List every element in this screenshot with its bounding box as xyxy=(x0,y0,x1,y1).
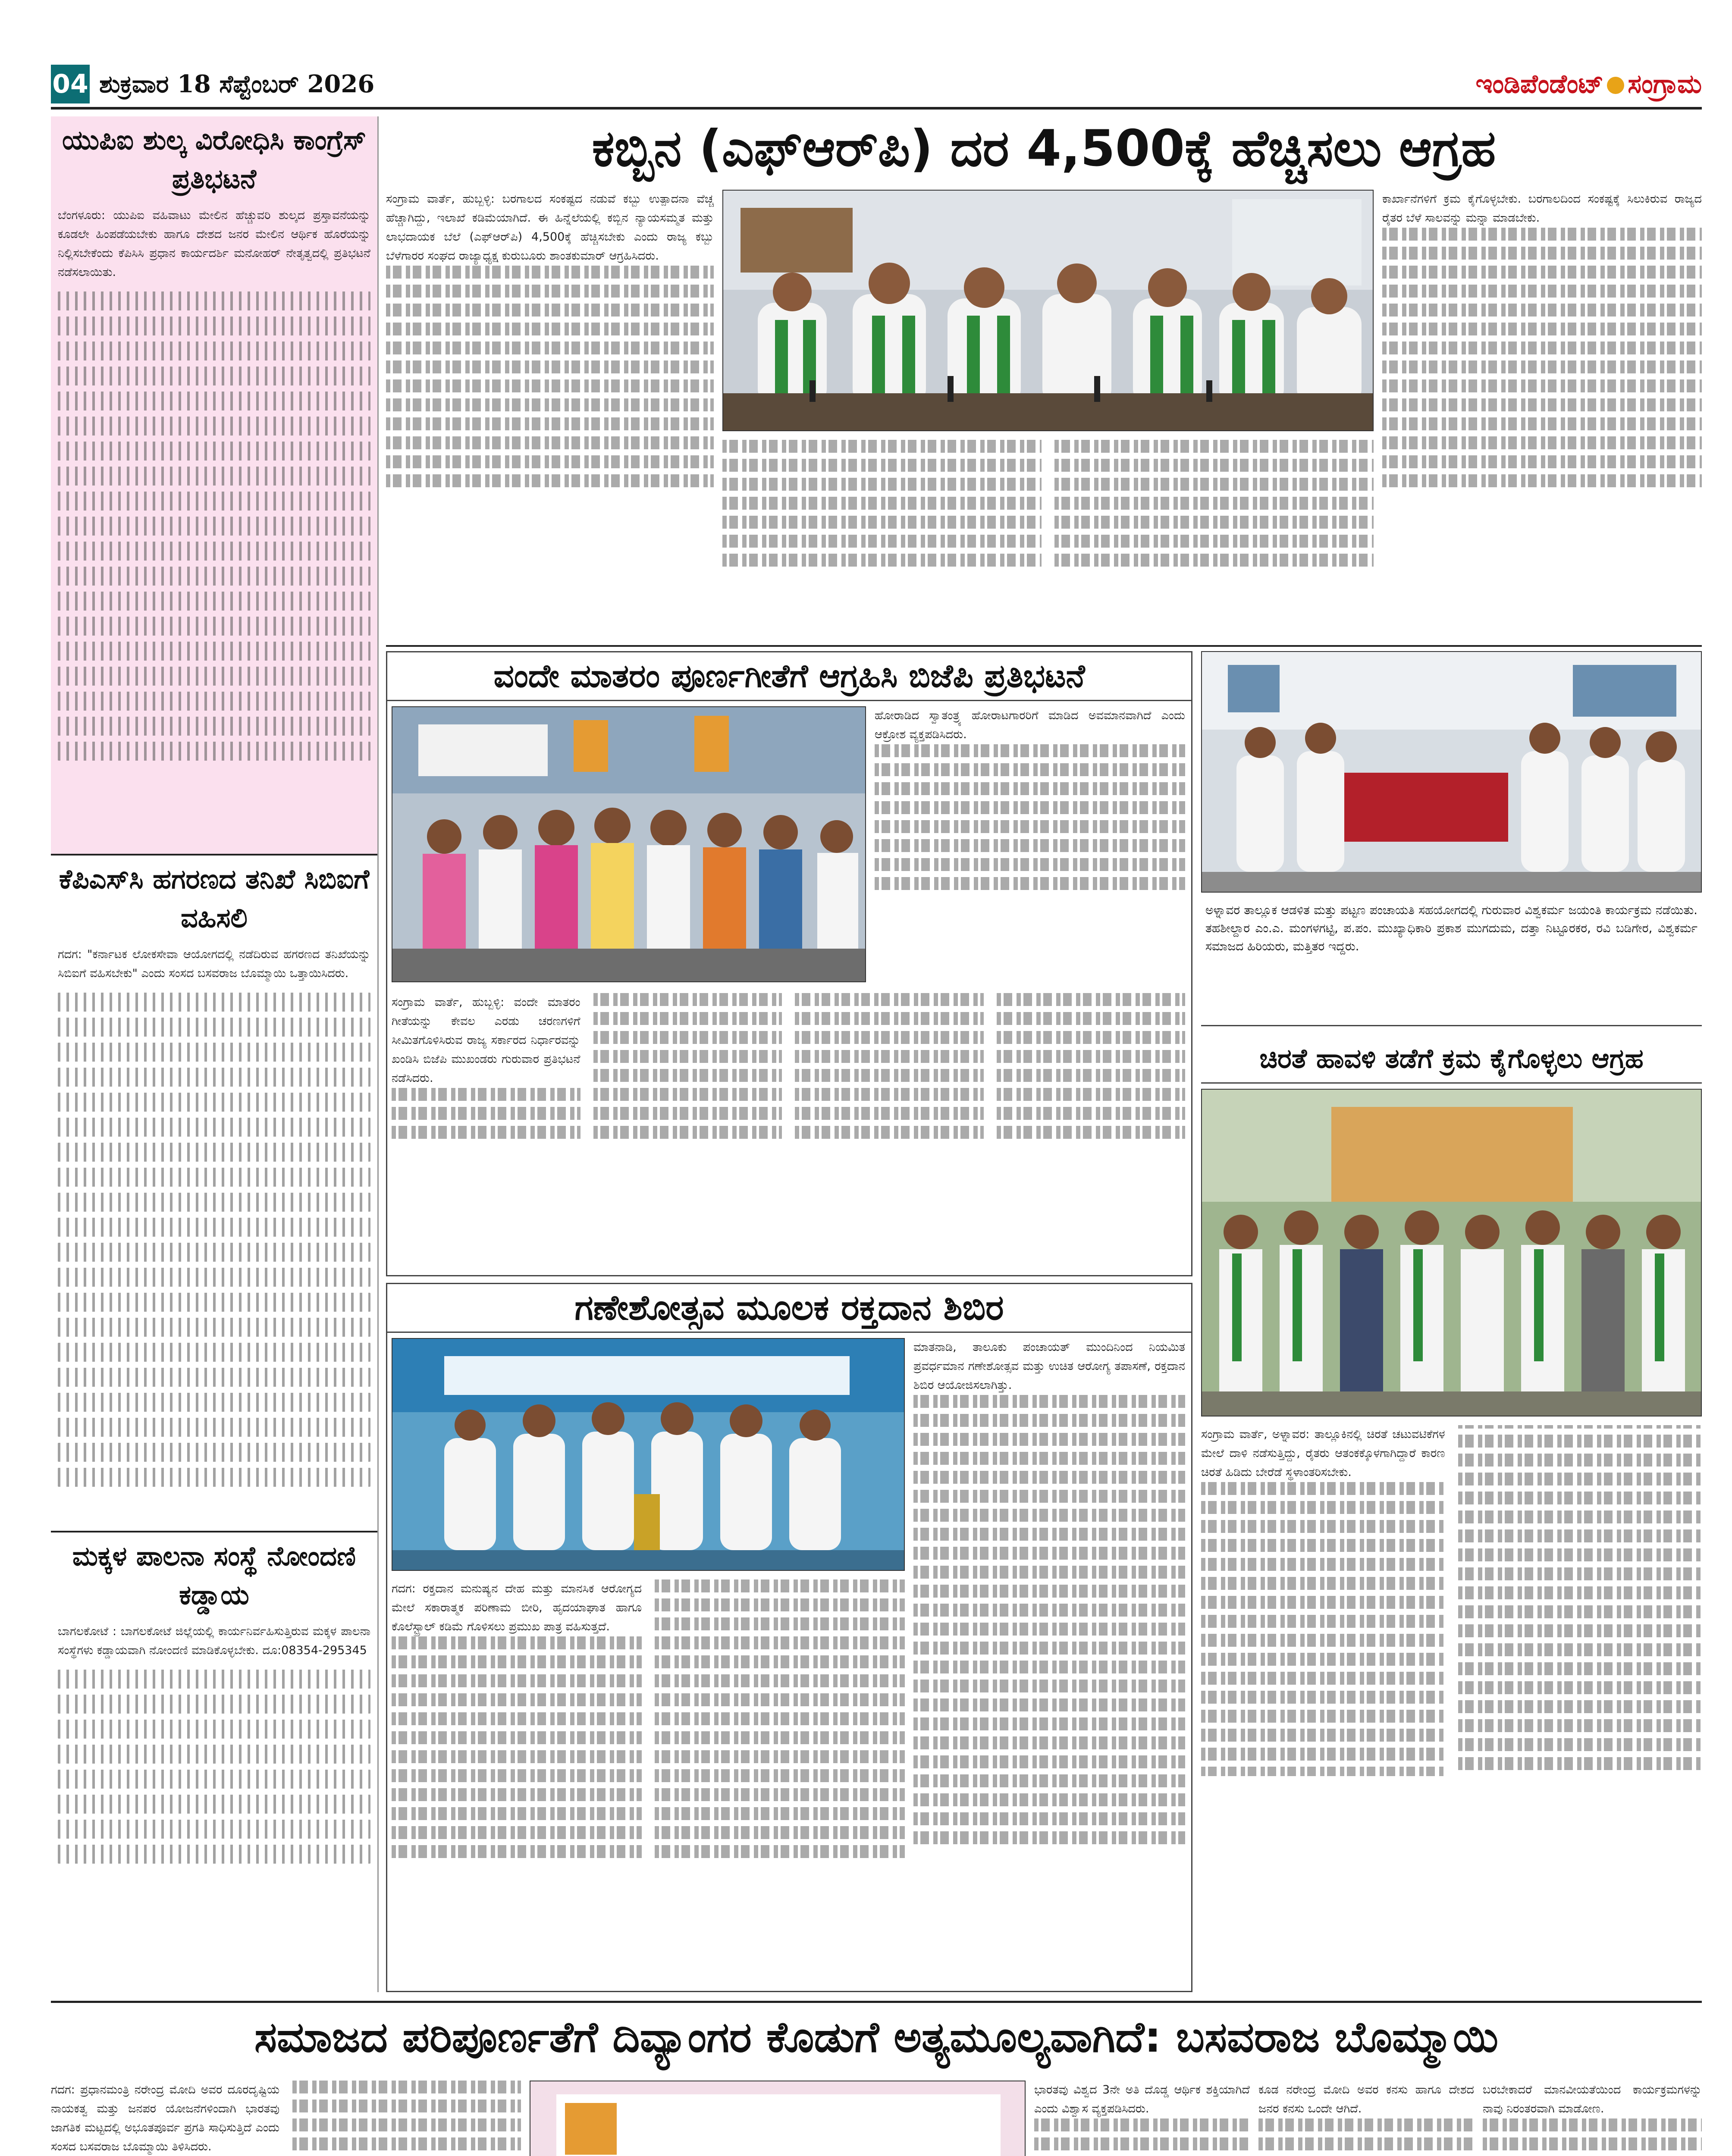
blood-camp-inauguration-photo xyxy=(392,1338,905,1571)
story-sugarcane-lead-text: ಸಂಗ್ರಾಮ ವಾರ್ತೆ, ಹುಬ್ಬಳ್ಳಿ: ಬರಗಾಲದ ಸಂಕಷ್ಟದ ನಡುವೆ ಕಬ್ಬು ಉತ್ಪಾದನಾ ವೆಚ್ಚ ಹೆಚ್ಚಾಗಿದ್ದು, ಇಲಾಖೆ ಕಡಿಮೆಯಾಗಿದೆ. ಈ ಹಿನ್ನೆಲೆಯಲ್ಲಿ ಕಬ್ಬಿನ ನ್ಯಾಯಸಮ್ಮತ ಮತ್ತು ಲಾಭದಾಯಕ ಬೆಲೆ (ಎಫ್‌ಆರ್‌ಪಿ) 4,500ಕ್ಕೆ ಹೆಚ್ಚಿಸಬೇಕು ಎಂದು ರಾಜ್ಯ ಕಬ್ಬು ಬೆಳೆಗಾರರ ಸಂಘದ ರಾಜ್ಯಾಧ್ಯಕ್ಷ ಕುರುಬೂರು ಶಾಂತಕುಮಾರ್ ಆಗ್ರಹಿಸಿದರು. xyxy=(386,192,714,263)
story-blood-headline: ಗಣೇಶೋತ್ಸವ ಮೂಲಕ ರಕ್ತದಾನ ಶಿಬಿರ xyxy=(387,1284,1191,1333)
farmers-memorandum-photo xyxy=(1201,1089,1702,1416)
story-upi-lead: ಬೆಂಗಳೂರು: ಯುಪಿಐ ವಹಿವಾಟು ಮೇಲಿನ ಹೆಚ್ಚುವರಿ ಶುಲ್ಕದ ಪ್ರಸ್ತಾವನೆಯನ್ನು ಕೂಡಲೇ ಹಿಂಪಡೆಯಬೇಕು ಹಾಗೂ ದೇಶದ ಜನರ ಮೇಲಿನ ಆರ್ಥಿಕ ಹೊರೆಯನ್ನು ನಿಲ್ಲಿಸಬೇಕೆಂದು ಕೆಪಿಸಿಸಿ ಪ್ರಧಾನ ಕಾರ್ಯದರ್ಶಿ ಮನೋಹರ್ ನೇತೃತ್ವದಲ್ಲಿ ಪ್ರತಿಭಟನೆ ನಡೆಸಲಾಯಿತು. xyxy=(58,209,370,279)
story-sugarcane-lead xyxy=(386,190,714,642)
story-vande-right-text: ಹೋರಾಡಿದ ಸ್ವಾತಂತ್ರ್ಯ ಹೋರಾಟಗಾರರಿಗೆ ಮಾಡಿದ ಅವಮಾನವಾಗಿದೆ ಎಂದು ಆಕ್ರೋಶ ವ್ಯಕ್ತಪಡಿಸಿದರು. xyxy=(875,709,1185,741)
date-line: ಶುಕ್ರವಾರ 18 ಸೆಪ್ಟೆಂಬರ್ 2026 xyxy=(99,70,375,98)
story-leopard xyxy=(1201,1035,1702,1992)
story-sugarcane xyxy=(386,116,1702,647)
left-column xyxy=(51,116,379,1992)
story-blood-right xyxy=(913,1338,1185,1985)
story-bommai-col6 xyxy=(1483,2081,1702,2156)
story-leopard-body xyxy=(1201,1425,1702,1986)
story-leopard-lead: ಸಂಗ್ರಾಮ ವಾರ್ತೆ, ಅಳ್ನಾವರ: ತಾಲ್ಲೂಕಿನಲ್ಲಿ ಚಿರತೆ ಚಟುವಟಿಕೆಗಳ ಮೇಲೆ ದಾಳಿ ನಡೆಸುತ್ತಿದ್ದು, ರೈತರು ಆತಂಕಕ್ಕೊಳಗಾಗಿದ್ದಾರೆ ಕಾರಣ ಚಿರತೆ ಹಿಡಿದು ಬೇರೆಡೆ ಸ್ಥಳಾಂತರಿಸಬೇಕು. xyxy=(1201,1428,1445,1479)
story-vande-body xyxy=(392,993,1185,1269)
page-number: 04 xyxy=(51,65,90,103)
story-upi xyxy=(51,116,377,854)
story-childcare-headline: ಮಕ್ಕಳ ಪಾಲನಾ ಸಂಸ್ಥೆ ನೋಂದಣಿ ಕಡ್ಡಾಯ xyxy=(72,1540,356,1611)
header-rule xyxy=(51,107,1702,110)
press-conference-photo xyxy=(722,190,1374,431)
story-blood-caption: ಗದಗ: ರಕ್ತದಾನ ಮನುಷ್ಯನ ದೇಹ ಮತ್ತು ಮಾನಸಿಕ ಆರೋಗ್ಯದ ಮೇಲೆ ಸಕಾರಾತ್ಮಕ ಪರಿಣಾಮ ಬೀರಿ, ಹೃದಯಾಘಾತ ಹಾಗೂ ಕೊಲೆಸ್ಟ್ರಾಲ್ ಕಡಿಮೆ ಗೊಳಿಸಲು ಪ್ರಮುಖ ಪಾತ್ರ ವಹಿಸುತ್ತದೆ. xyxy=(392,1582,642,1633)
story-sugarcane-right-text: ಕಾರ್ಖಾನೆಗಳಿಗೆ ಕ್ರಮ ಕೈಗೊಳ್ಳಬೇಕು. ಬರಗಾಲದಿಂದ ಸಂಕಷ್ಟಕ್ಕೆ ಸಿಲುಕಿರುವ ರಾಜ್ಯದ ರೈತರ ಬೆಳೆ ಸಾಲವನ್ನು ಮನ್ನಾ ಮಾಡಬೇಕು. xyxy=(1382,192,1702,225)
vishwakarma-photo xyxy=(1201,651,1702,893)
story-vande-lead: ಸಂಗ್ರಾಮ ವಾರ್ತೆ, ಹುಬ್ಬಳ್ಳಿ: ವಂದೇ ಮಾತರಂ ಗೀತೆಯನ್ನು ಕೇವಲ ಎರಡು ಚರಣಗಳಿಗೆ ಸೀಮಿತಗೊಳಿಸಿರುವ ರಾಜ್ಯ ಸರ್ಕಾರದ ನಿರ್ಧಾರವನ್ನು ಖಂಡಿಸಿ ಬಿಜೆಪಿ ಮುಖಂಡರು ಗುರುವಾರ ಪ್ರತಿಭಟನೆ ನಡೆಸಿದರು. xyxy=(392,996,580,1085)
masthead-left: ಇಂಡಿಪೆಂಡೆಂಟ್ xyxy=(1475,69,1604,99)
story-sugarcane-right xyxy=(1382,190,1702,642)
story-kpsc-headline: ಕೆಪಿಎಸ್‌ಸಿ ಹಗರಣದ ತನಿಖೆ ಸಿಬಿಐಗೆ ವಹಿಸಲಿ xyxy=(59,863,370,934)
story-bommai-col4 xyxy=(1034,2081,1250,2156)
bjp-protest-photo xyxy=(392,706,866,982)
story-childcare xyxy=(51,1531,377,1992)
story-bommai-col6-text: ಬರಬೇಕಾದರೆ ಮಾನವೀಯತೆಯಿಂದ ಕಾರ್ಯಕ್ರಮಗಳನ್ನು ನಾವು ನಿರಂತರವಾಗಿ ಮಾಡೋಣ. xyxy=(1483,2083,1702,2115)
story-upi-headline: ಯುಪಿಐ ಶುಲ್ಕ ವಿರೋಧಿಸಿ ಕಾಂಗ್ರೆಸ್ ಪ್ರತಿಭಟನೆ xyxy=(62,124,367,194)
story-vande-headline: ವಂದೇ ಮಾತರಂ ಪೂರ್ಣಗೀತೆಗೆ ಆಗ್ರಹಿಸಿ ಬಿಜೆಪಿ ಪ್ರತಿಭಟನೆ xyxy=(387,652,1191,701)
story-vande-mataram xyxy=(386,651,1192,1276)
divyanga-samman-photo xyxy=(530,2081,1026,2156)
story-childcare-lead: ಬಾಗಲಕೋಟೆ : ಬಾಗಲಕೋಟೆ ಜಿಲ್ಲೆಯಲ್ಲಿ ಕಾರ್ಯನಿರ್ವಹಿಸುತ್ತಿರುವ ಮಕ್ಕಳ ಪಾಲನಾ ಸಂಸ್ಥೆಗಳು ಕಡ್ಡಾಯವಾಗಿ ನೋಂದಣಿ ಮಾಡಿಕೊಳ್ಳಬೇಕು. ದೂ:08354-295345 xyxy=(58,1625,370,1657)
story-kpsc-lead: ಗದಗ: "ಕರ್ನಾಟಕ ಲೋಕಸೇವಾ ಆಯೋಗದಲ್ಲಿ ನಡೆದಿರುವ ಹಗರಣದ ತನಿಖೆಯನ್ನು ಸಿಬಿಐಗೆ ವಹಿಸಬೇಕು" ಎಂದು ಸಂಸದ ಬಸವರಾಜ ಬೊಮ್ಮಾಯಿ ಒತ್ತಾಯಿಸಿದರು. xyxy=(58,948,370,980)
story-bommai-col1 xyxy=(51,2081,521,2156)
story-blood-donation xyxy=(386,1283,1192,1992)
masthead xyxy=(1475,65,1702,103)
story-sugarcane-below-photo xyxy=(722,440,1374,642)
story-bommai xyxy=(51,2001,1702,2156)
story-blood-body xyxy=(392,1579,905,1985)
story-blood-lead: ಮಾತನಾಡಿ, ತಾಲೂಕು ಪಂಚಾಯತ್ ಮುಂದಿನಿಂದ ನಿಯಮಿತ ಪ್ರವರ್ಧಮಾನ ಗಣೇಶೋತ್ಸವ ಮತ್ತು ಉಚಿತ ಆರೋಗ್ಯ ತಪಾಸಣೆ, ರಕ್ತದಾನ ಶಿಬಿರ ಆಯೋಜಿಸಲಾಗಿತ್ತು. xyxy=(913,1341,1185,1392)
story-vande-right xyxy=(875,706,1185,982)
story-bommai-lead: ಗದಗ: ಪ್ರಧಾನಮಂತ್ರಿ ನರೇಂದ್ರ ಮೋದಿ ಅವರ ದೂರದೃಷ್ಟಿಯ ನಾಯಕತ್ವ ಮತ್ತು ಜನಪರ ಯೋಜನೆಗಳಿಂದಾಗಿ ಭಾರತವು ಜಾಗತಿಕ ಮಟ್ಟದಲ್ಲಿ ಅಭೂತಪೂರ್ವ ಪ್ರಗತಿ ಸಾಧಿಸುತ್ತಿದೆ ಎಂದು ಸಂಸದ ಬಸವರಾಜ ಬೊಮ್ಮಾಯಿ ತಿಳಿಸಿದರು. xyxy=(51,2083,279,2153)
masthead-right: ಸಂಗ್ರಾಮ xyxy=(1628,69,1702,99)
story-sugarcane-headline: ಕಬ್ಬಿನ (ಎಫ್‌ಆರ್‌ಪಿ) ದರ 4,500ಕ್ಕೆ ಹೆಚ್ಚಿಸಲು ಆಗ್ರಹ xyxy=(592,119,1496,178)
story-vishwakarma xyxy=(1201,651,1702,1026)
sun-logo-icon xyxy=(1607,77,1624,94)
story-leopard-headline: ಚಿರತೆ ಹಾವಳಿ ತಡೆಗೆ ಕ್ರಮ ಕೈಗೊಳ್ಳಲು ಆಗ್ರಹ xyxy=(1201,1035,1702,1084)
story-bommai-headline: ಸಮಾಜದ ಪರಿಪೂರ್ಣತೆಗೆ ದಿವ್ಯಾಂಗರ ಕೊಡುಗೆ ಅತ್ಯಮೂಲ್ಯವಾಗಿದೆ: ಬಸವರಾಜ ಬೊಮ್ಮಾಯಿ xyxy=(254,2013,1499,2062)
story-bommai-col5 xyxy=(1258,2081,1474,2156)
story-upi-filler xyxy=(51,291,377,761)
story-kpsc xyxy=(51,854,377,1531)
story-kpsc-filler xyxy=(51,993,377,1487)
vishwakarma-caption: ಅಳ್ನಾವರ ತಾಲ್ಲೂಕ ಆಡಳಿತ ಮತ್ತು ಪಟ್ಟಣ ಪಂಚಾಯತಿ ಸಹಯೋಗದಲ್ಲಿ ಗುರುವಾರ ವಿಶ್ವಕರ್ಮ ಜಯಂತಿ ಕಾರ್ಯಕ್ರಮ ನಡೆಯಿತು. ತಹಶೀಲ್ದಾರ ಎಂ.ಎ. ಮಂಗಳಗಟ್ಟಿ, ಪ.ಪಂ. ಮುಖ್ಯಾಧಿಕಾರಿ ಪ್ರಕಾಶ ಮುಗದುಮ, ದತ್ತಾ ನಿಟ್ಟೂರಕರ, ರವಿ ಬಡಿಗೇರ, ವಿಶ್ವಕರ್ಮ ಸಮಾಜದ ಹಿರಿಯರು, ಮತ್ತಿತರ ಇದ್ದರು. xyxy=(1205,903,1697,953)
story-bommai-col5-text: ಕೂಡ ನರೇಂದ್ರ ಮೋದಿ ಅವರ ಕನಸು ಹಾಗೂ ದೇಶದ ಜನರ ಕನಸು ಒಂದೇ ಆಗಿದೆ. xyxy=(1258,2083,1474,2115)
story-childcare-filler xyxy=(51,1670,377,1864)
story-bommai-col4-text: ಭಾರತವು ವಿಶ್ವದ 3ನೇ ಅತಿ ದೊಡ್ಡ ಆರ್ಥಿಕ ಶಕ್ತಿಯಾಗಿದೆ ಎಂದು ವಿಶ್ವಾಸ ವ್ಯಕ್ತಪಡಿಸಿದರು. xyxy=(1034,2083,1250,2115)
